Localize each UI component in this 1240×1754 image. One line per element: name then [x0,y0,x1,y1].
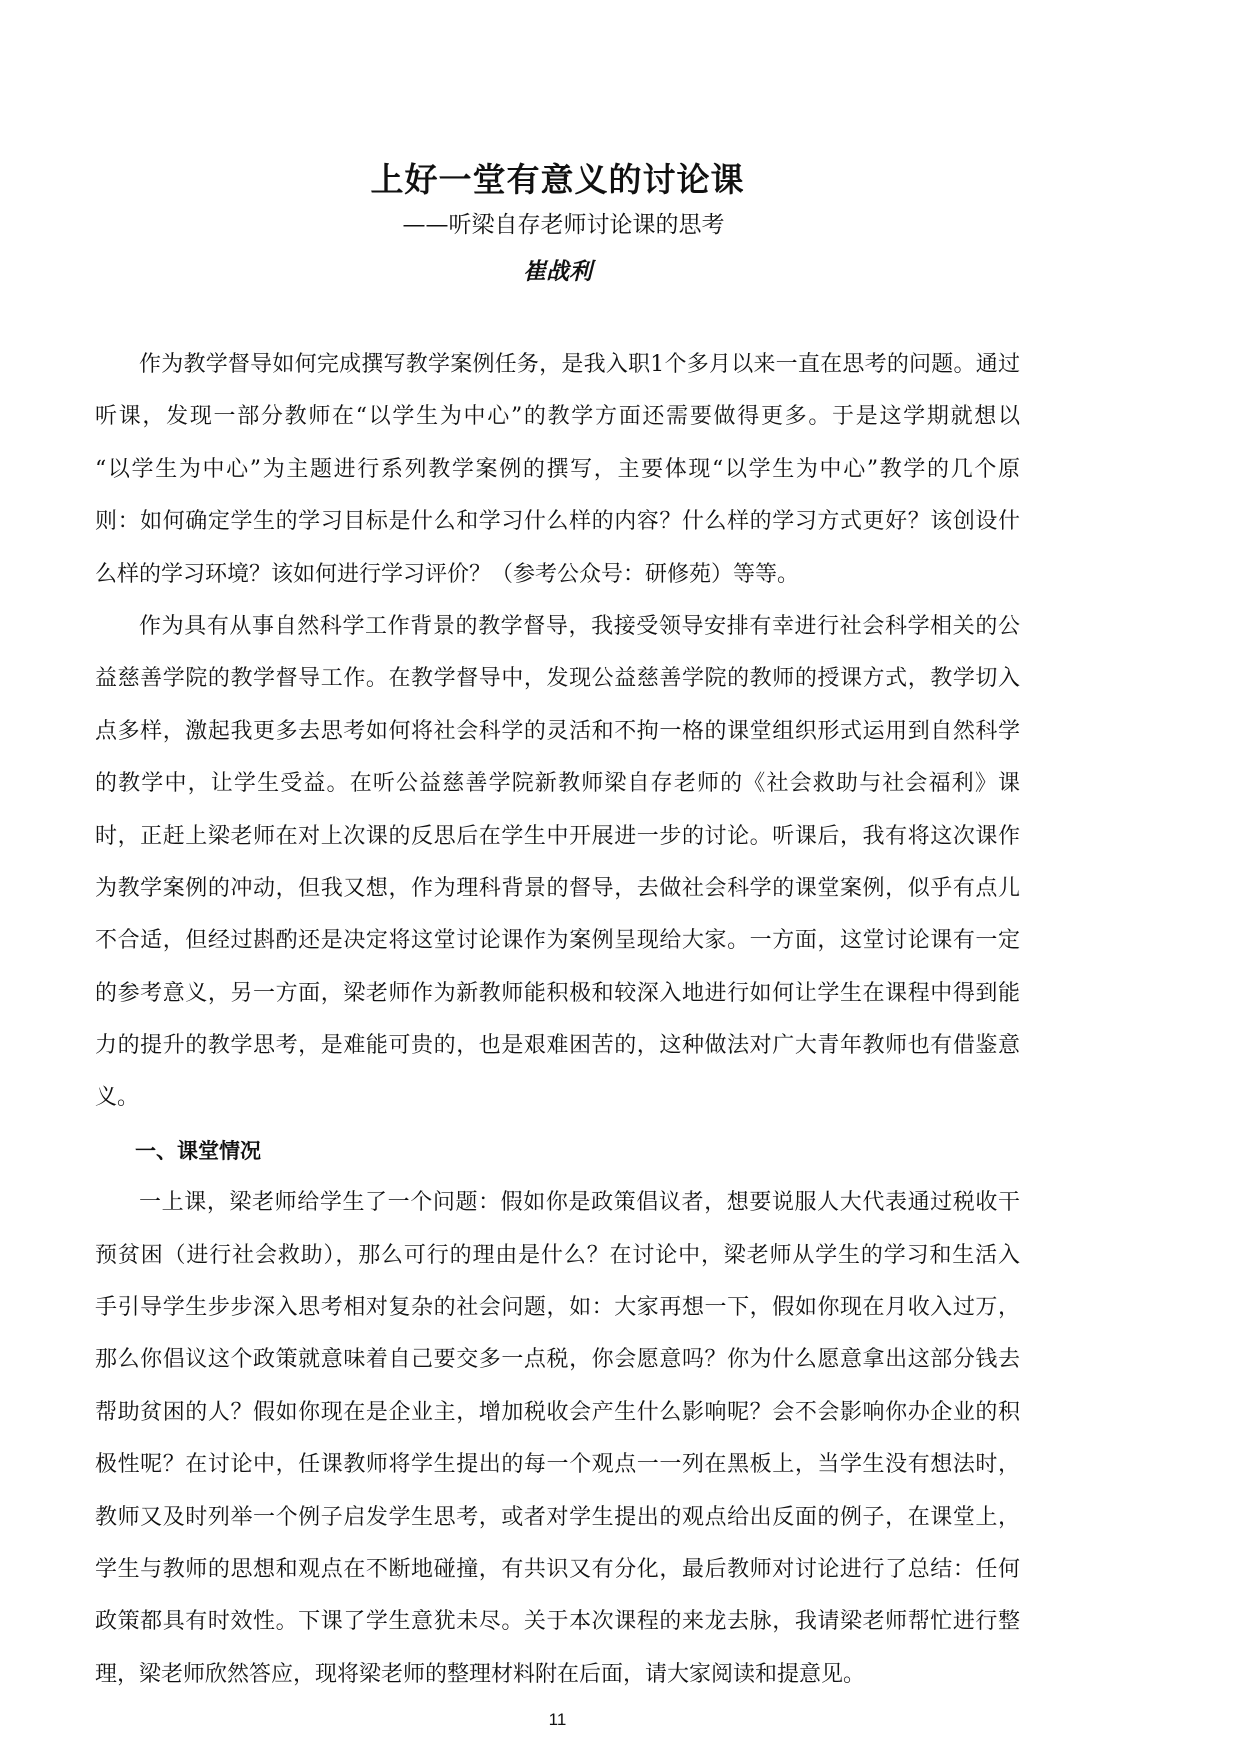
paragraph-line: 作为具有从事自然科学工作背景的教学督导，我接受领导安排有幸进行社会科学相关的公 [139,613,1020,639]
paragraph-line: 教师又及时列举一个例子启发学生思考，或者对学生提出的观点给出反面的例子，在课堂上， [95,1504,1020,1530]
document-title: 上好一堂有意义的讨论课 [370,160,745,199]
paragraph-line: 的教学中，让学生受益。在听公益慈善学院新教师梁自存老师的《社会救助与社会福利》课 [95,771,1020,797]
document-subtitle: ——听梁自存老师讨论课的思考 [402,212,725,238]
paragraph-line: 不合适，但经过斟酌还是决定将这堂讨论课作为案例呈现给大家。一方面，这堂讨论课有一定 [95,928,1020,954]
paragraph-line: 力的提升的教学思考，是难能可贵的，也是艰难困苦的，这种做法对广大青年教师也有借鉴意 [95,1033,1020,1059]
document-body [95,339,1020,1701]
paragraph [95,601,1020,1125]
paragraph-line: 手引导学生步步深入思考相对复杂的社会问题，如：大家再想一下，假如你现在月收入过万， [95,1295,1020,1321]
section-heading: 一、课堂情况 [135,1138,261,1163]
paragraph-line: 为教学案例的冲动，但我又想，作为理科背景的督导，去做社会科学的课堂案例，似乎有点儿 [95,875,1020,901]
paragraph-line: 帮助贫困的人？假如你现在是企业主，增加税收会产生什么影响呢？会不会影响你办企业的积 [95,1399,1020,1425]
paragraph-line: 么样的学习环境？该如何进行学习评价？（参考公众号：研修苑）等等。 [95,561,800,587]
paragraph-line: 义。 [95,1085,140,1111]
paragraph-line: 点多样，激起我更多去思考如何将社会科学的灵活和不拘一格的课堂组织形式运用到自然科学 [95,718,1020,744]
paragraph-line: 时，正赶上梁老师在对上次课的反思后在学生中开展进一步的讨论。听课后，我有将这次课作 [95,823,1020,849]
paragraph-line: 学生与教师的思想和观点在不断地碰撞，有共识又有分化，最后教师对讨论进行了总结：任何 [95,1556,1020,1582]
paragraph-line: 预贫困（进行社会救助），那么可行的理由是什么？在讨论中，梁老师从学生的学习和生活入 [95,1242,1020,1268]
paragraph-line: 听课，发现一部分教师在“以学生为中心”的教学方面还需要做得更多。于是这学期就想以 [95,404,1020,430]
paragraph-line: 理，梁老师欣然答应，现将梁老师的整理材料附在后面，请大家阅读和提意见。 [95,1661,866,1687]
paragraph-line: 作为教学督导如何完成撰写教学案例任务，是我入职1个多月以来一直在思考的问题。通过 [139,352,1020,377]
paragraph [95,339,1020,601]
paragraph-line: 则：如何确定学生的学习目标是什么和学习什么样的内容？什么样的学习方式更好？该创设什 [95,509,1020,535]
page-number: 11 [548,1710,567,1729]
paragraph-line: 一上课，梁老师给学生了一个问题：假如你是政策倡议者，想要说服人大代表通过税收干 [139,1190,1020,1216]
paragraph [95,1177,1020,1701]
paragraph-line: 政策都具有时效性。下课了学生意犹未尽。关于本次课程的来龙去脉，我请梁老师帮忙进行整 [95,1609,1020,1635]
paragraph-line: 那么你倡议这个政策就意味着自己要交多一点税，你会愿意吗？你为什么愿意拿出这部分钱去 [95,1347,1020,1373]
author-name: 崔战利 [523,258,592,285]
paragraph-line: 的参考意义，另一方面，梁老师作为新教师能积极和较深入地进行如何让学生在课程中得到能 [95,980,1020,1006]
paragraph-line: 益慈善学院的教学督导工作。在教学督导中，发现公益慈善学院的教师的授课方式，教学切入 [95,666,1020,692]
paragraph-line: “以学生为中心”为主题进行系列教学案例的撰写，主要体现“以学生为中心”教学的几个原 [95,456,1020,482]
paragraph-line: 极性呢？在讨论中，任课教师将学生提出的每一个观点一一列在黑板上，当学生没有想法时， [95,1452,1020,1478]
